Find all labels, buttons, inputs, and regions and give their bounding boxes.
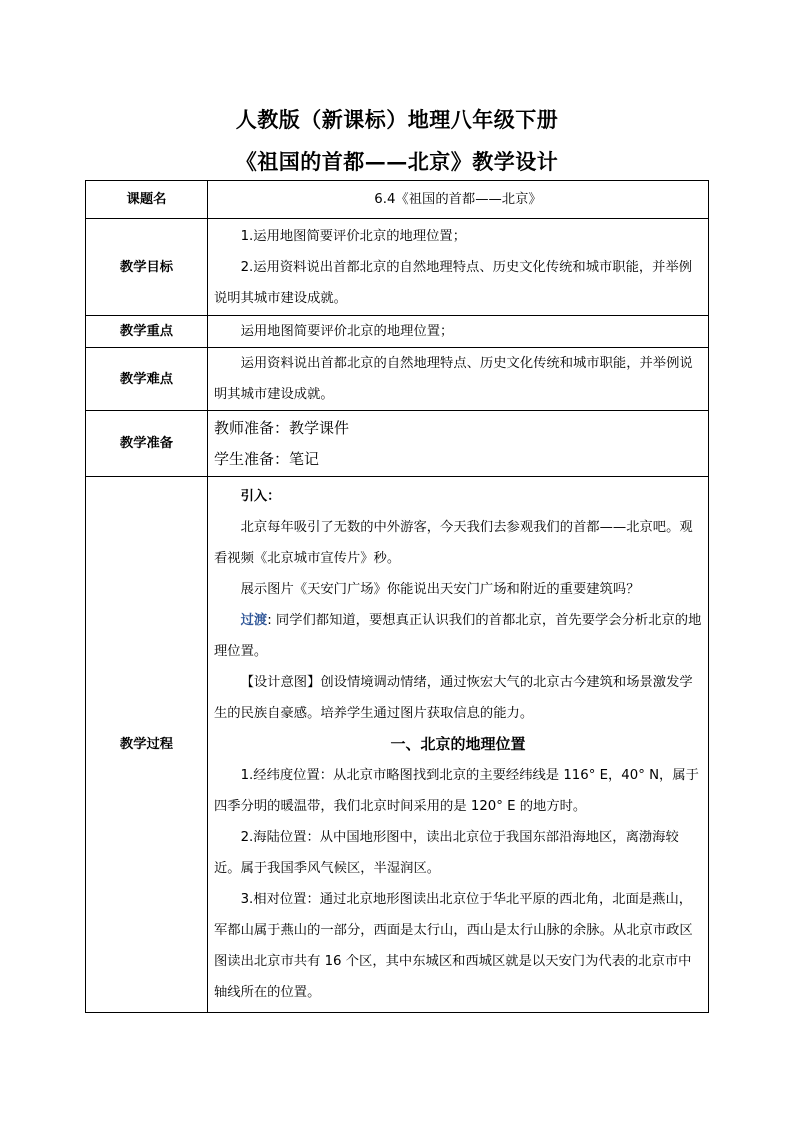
intro-heading: 引入： [240, 489, 281, 504]
value-topic: 6.4《祖国的首都——北京》 [208, 181, 709, 219]
label-process: 教学过程 [86, 477, 208, 1013]
label-difficulties: 教学难点 [86, 348, 208, 411]
table-row-process [86, 477, 709, 1013]
key-points-text: 运用地图简要评价北京的地理位置； [240, 324, 454, 339]
teacher-preparation: 教师准备：教学课件 [214, 418, 350, 437]
goal-item-2: 2.运用资料说出首都北京的自然地理特点、历史文化传统和城市职能，并举例说明其城市建设成就。 [214, 259, 693, 306]
intro-paragraph-1: 北京每年吸引了无数的中外游客，今天我们去参观我们的首都——北京吧。观看视频《北京城市宣传片》秒。 [214, 520, 693, 566]
table-row-key-points [86, 316, 709, 348]
value-difficulties [208, 348, 709, 411]
difficulties-text: 运用资料说出首都北京的自然地理特点、历史文化传统和城市职能，并举例说明其城市建设成就。 [214, 356, 693, 402]
value-goals [208, 219, 709, 316]
location-point-2: 2.海陆位置：从中国地形图中，读出北京位于我国东部沿海地区，离渤海较近。属于我国季风气候区，半湿润区。 [214, 830, 679, 876]
label-preparation: 教学准备 [86, 411, 208, 477]
document-title-line1: 人教版（新课标）地理八年级下册 [235, 107, 559, 132]
lesson-plan-table [85, 180, 709, 1013]
value-process [208, 477, 709, 1013]
intro-paragraph-2: 展示图片《天安门广场》你能说出天安门广场和附近的重要建筑吗？ [240, 582, 640, 597]
value-preparation [208, 411, 709, 477]
transition-paragraph [214, 605, 702, 667]
label-goals: 教学目标 [86, 219, 208, 316]
goal-item-1: 1.运用地图简要评价北京的地理位置； [240, 228, 467, 244]
section-title: 一、北京的地理位置 [390, 735, 526, 753]
label-key-points: 教学重点 [86, 316, 208, 348]
table-row-topic [86, 181, 709, 219]
transition-text: : 同学们都知道，要想真正认识我们的首都北京，首先要学会分析北京的地理位置。 [214, 613, 702, 659]
design-intent: 【设计意图】创设情境调动情绪，通过恢宏大气的北京古今建筑和场景激发学生的民族自豪感。培养学生通过图片获取信息的能力。 [214, 675, 693, 721]
location-point-1: 1.经纬度位置：从北京市略图找到北京的主要经纬线是 116° E，40° N，属于四季分明的暖温带，我们北京时间采用的是 120° E 的地方时。 [214, 768, 699, 814]
document-title-line2: 《祖国的首都——北京》教学设计 [235, 149, 559, 174]
student-preparation: 学生准备：笔记 [214, 449, 320, 468]
transition-label: 过渡 [240, 613, 268, 628]
table-row-preparation [86, 411, 709, 477]
value-key-points [208, 316, 709, 348]
table-row-difficulties [86, 348, 709, 411]
location-point-3: 3.相对位置：通过北京地形图读出北京位于华北平原的西北角，北面是燕山，军都山属于燕山的一部分，西面是太行山，西山是太行山脉的余脉。从北京市政区图读出北京市共有 16 个区，其中东城区和西城区就是以天安门为代表的北京市中轴线所在的位置。 [214, 892, 693, 1000]
label-topic: 课题名 [86, 181, 208, 219]
table-row-goals [86, 219, 709, 316]
